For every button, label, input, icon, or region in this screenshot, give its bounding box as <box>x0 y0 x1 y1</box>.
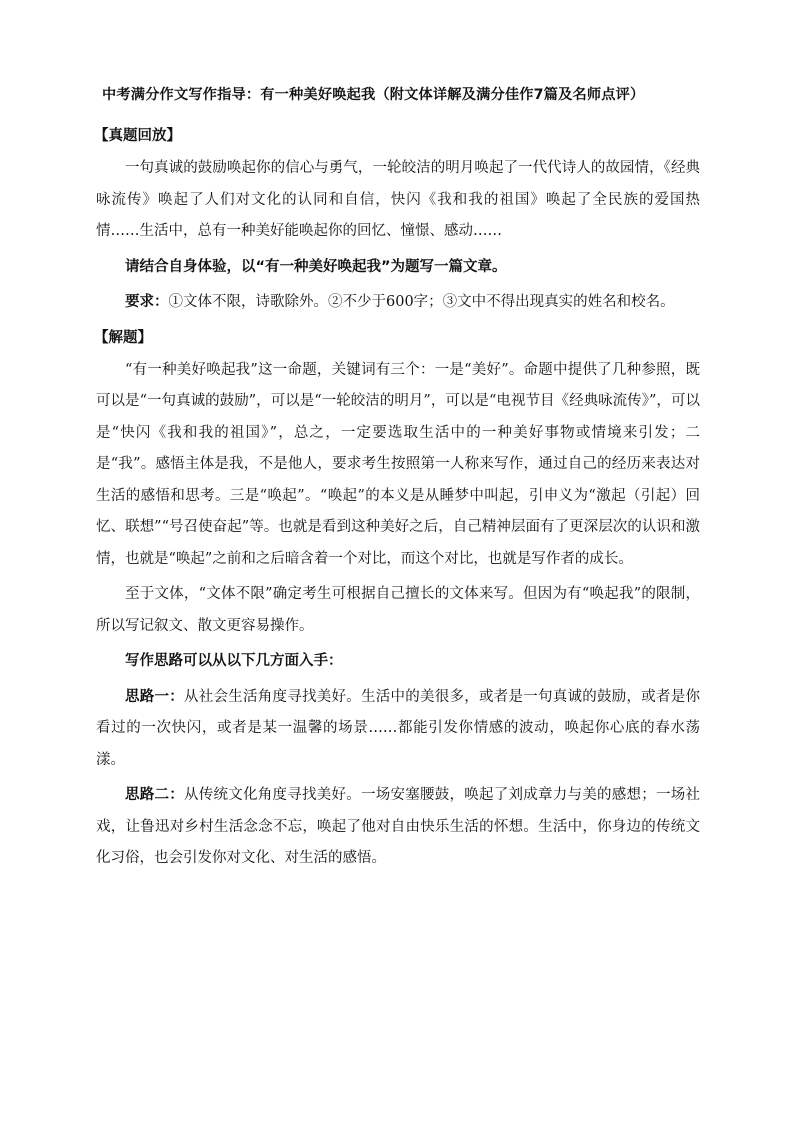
idea-two-text: 从传统文化角度寻找美好。一场安塞腰鼓，唤起了刘成章力与美的感想；一场社戏，让鲁迅对乡村生活念念不忘，唤起了他对自由快乐生活的怀想。生活中，你身边的传统文化习俗，也会引发你对文化、对生活的感悟。 <box>96 787 700 866</box>
exam-prompt-paragraph: 一句真诚的鼓励唤起你的信心与勇气，一轮皎洁的明月唤起了一代代诗人的故园情，《经典咏流传》唤起了人们对文化的认同和自信，快闪《我和我的祖国》唤起了全民族的爱国热情……生活中，总有一种美好能唤起你的回忆、憧憬、感动…… <box>96 160 700 239</box>
section-heading-analysis: 【解题】 <box>94 329 152 346</box>
requirements-label: 要求： <box>125 294 169 310</box>
document-body <box>96 84 700 875</box>
exam-requirements <box>96 287 700 319</box>
writing-ideas-heading: 写作思路可以从以下几方面入手： <box>125 653 343 669</box>
document-title: 中考满分作文写作指导：有一种美好唤起我（附文体详解及满分佳作7篇及名师点评） <box>102 87 645 103</box>
idea-one-paragraph <box>96 682 700 777</box>
section-heading-exam: 【真题回放】 <box>94 128 181 144</box>
requirements-text: ①文体不限，诗歌除外。②不少于600字；③文中不得出现真实的姓名和校名。 <box>168 294 675 310</box>
idea-one-text: 从社会生活角度寻找美好。生活中的美很多，或者是一句真诚的鼓励，或者是你看过的一次快闪，或者是某一温馨的场景……都能引发你情感的波动，唤起你心底的春水荡漾。 <box>96 688 700 768</box>
exam-task-line: 请结合自身体验，以“有一种美好唤起我”为题写一篇文章。 <box>125 258 507 275</box>
analysis-paragraph-1: “有一种美好唤起我”这一命题，关键词有三个：一是“美好”。命题中提供了几种参照，既可以是“一句真诚的鼓励”，可以是“一轮皎洁的明月”，可以是“电视节目《经典咏流传》”，可以是“快闪《我和我的祖国》”，总之，一定要选取生活中的一种美好事物或情境来引发；二是“我”。感悟主体是我，不是他人，要求考生按照第一人称来写作，通过自己的经历来表达对生活的感悟和思考。三是“唤起”。“唤起”的本义是从睡梦中叫起，引申义为“激起（引起）回忆、联想”“号召使奋起”等。也就是看到这种美好之后，自己精神层面有了更深层次的认识和激情，也就是“唤起”之前和之后暗含着一个对比，而这个对比，也就是写作者的成长。 <box>96 361 700 567</box>
idea-one-label: 思路一： <box>125 688 184 705</box>
analysis-paragraph-2: 至于文体，“文体不限”确定考生可根据自己擅长的文体来写。但因为有“唤起我”的限制，所以写记叙文、散文更容易操作。 <box>96 586 700 634</box>
idea-two-paragraph <box>96 780 700 875</box>
idea-two-label: 思路二： <box>125 787 184 803</box>
